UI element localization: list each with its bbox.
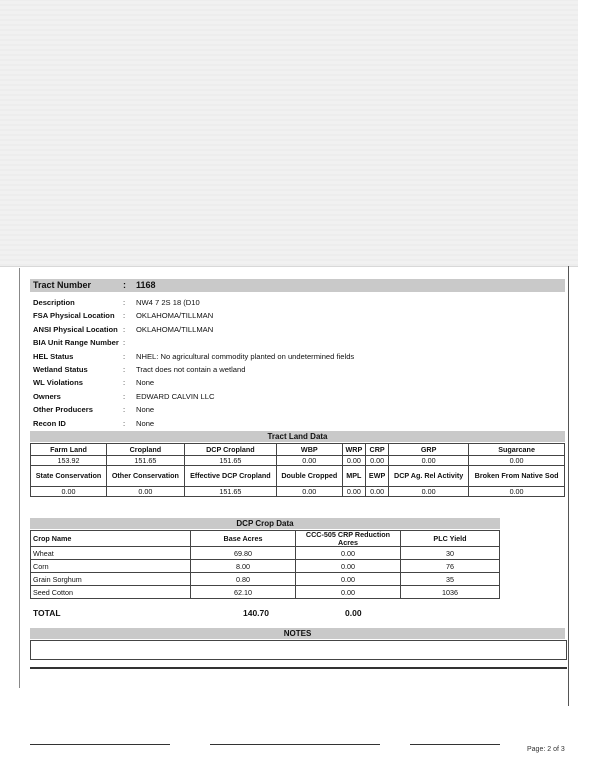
table-header: Sugarcane: [469, 444, 565, 456]
field-recon-id: [33, 417, 563, 430]
table-header: WBP: [276, 444, 342, 456]
table-cell: 0.00: [31, 487, 107, 497]
page-right-edge: [568, 266, 569, 706]
field-ansi-location: [33, 323, 563, 336]
page-left-edge: [19, 268, 20, 688]
table-cell: 62.10: [191, 586, 296, 599]
field-label: WL Violations: [33, 378, 83, 388]
table-row: [31, 573, 500, 586]
table-cell: 0.00: [342, 456, 365, 466]
field-colon: :: [123, 311, 126, 321]
table-header: PLC Yield: [401, 531, 500, 547]
field-wl-violations: [33, 376, 563, 389]
table-cell: 0.00: [342, 487, 365, 497]
tract-number-colon: :: [123, 280, 126, 290]
table-row: [31, 547, 500, 560]
table-cell: Grain Sorghum: [31, 573, 191, 586]
field-value: NHEL: No agricultural commodity planted on undetermined fields: [136, 351, 355, 361]
table-cell: 0.00: [296, 586, 401, 599]
footer-line: [210, 744, 380, 745]
field-value: Tract does not contain a wetland: [136, 364, 246, 374]
table-cell: 0.80: [191, 573, 296, 586]
field-value: OKLAHOMA/TILLMAN: [136, 311, 214, 321]
tract-number-bar: [30, 279, 565, 292]
table-cell: 0.00: [366, 487, 389, 497]
table-header: GRP: [389, 444, 469, 456]
field-bia-unit: [33, 336, 563, 349]
table-header: Base Acres: [191, 531, 296, 547]
table-header: Other Conservation: [107, 466, 185, 487]
table-cell: 0.00: [366, 456, 389, 466]
table-cell: 0.00: [276, 456, 342, 466]
table-cell: 0.00: [469, 456, 565, 466]
table-header: Farm Land: [31, 444, 107, 456]
table-header: Crop Name: [31, 531, 191, 547]
field-colon: :: [123, 391, 126, 401]
table-cell: 8.00: [191, 560, 296, 573]
total-base-acres: 140.70: [243, 608, 269, 618]
field-label: Recon ID: [33, 418, 66, 428]
page-number: Page: 2 of 3: [527, 746, 565, 753]
tract-land-table: [30, 443, 565, 497]
field-wetland-status: [33, 363, 563, 376]
dcp-crop-title: DCP Crop Data: [30, 518, 500, 529]
dcp-header-row: [31, 531, 500, 547]
field-colon: :: [123, 298, 126, 307]
table-cell: 1036: [401, 586, 500, 599]
field-hel-status: [33, 350, 563, 363]
field-colon: :: [123, 418, 126, 428]
table-cell: 151.65: [107, 456, 185, 466]
table-header: EWP: [366, 466, 389, 487]
table-cell: 151.65: [184, 456, 276, 466]
tract-land-title: Tract Land Data: [30, 431, 565, 442]
field-value: None: [136, 418, 155, 428]
table-cell: 0.00: [389, 487, 469, 497]
field-label: FSA Physical Location: [33, 311, 115, 321]
table-cell: 0.00: [296, 573, 401, 586]
table-cell: 30: [401, 547, 500, 560]
field-label: HEL Status: [33, 351, 74, 361]
table-cell: Seed Cotton: [31, 586, 191, 599]
field-label: Owners: [33, 391, 61, 401]
field-colon: :: [123, 338, 126, 348]
dcp-crop-table: [30, 530, 500, 599]
table-row: [31, 560, 500, 573]
tract-land-value-row-2: [31, 487, 565, 497]
tract-fields: [33, 296, 563, 430]
table-cell: 69.80: [191, 547, 296, 560]
field-value: NW4 7 2S 18 (D10: [136, 298, 200, 307]
field-colon: :: [123, 324, 126, 334]
field-fsa-location: [33, 309, 563, 322]
dcp-total-row: [33, 608, 503, 620]
field-label: Description: [33, 298, 75, 307]
divider-line: [30, 667, 567, 669]
field-colon: :: [123, 351, 126, 361]
field-value: EDWARD CALVIN LLC: [136, 391, 215, 401]
table-cell: 0.00: [276, 487, 342, 497]
total-label: TOTAL: [33, 608, 61, 618]
table-header: Effective DCP Cropland: [184, 466, 276, 487]
field-value: OKLAHOMA/TILLMAN: [136, 324, 214, 334]
tract-land-header-row-2: [31, 466, 565, 487]
table-cell: 151.65: [184, 487, 276, 497]
table-row: [31, 586, 500, 599]
field-value: None: [136, 378, 155, 388]
table-header: MPL: [342, 466, 365, 487]
table-header: Cropland: [107, 444, 185, 456]
scan-top-blank-area: [0, 0, 578, 267]
table-cell: Corn: [31, 560, 191, 573]
field-label: ANSI Physical Location: [33, 324, 118, 334]
tract-land-value-row-1: [31, 456, 565, 466]
table-cell: 153.92: [31, 456, 107, 466]
notes-title: NOTES: [30, 628, 565, 639]
table-header: State Conservation: [31, 466, 107, 487]
table-header: Broken From Native Sod: [469, 466, 565, 487]
field-label: Other Producers: [33, 405, 93, 415]
table-cell: 0.00: [469, 487, 565, 497]
table-cell: Wheat: [31, 547, 191, 560]
footer-line: [410, 744, 500, 745]
tract-number-value: 1168: [136, 280, 156, 290]
total-crp-acres: 0.00: [345, 608, 362, 618]
field-label: BIA Unit Range Number: [33, 338, 119, 348]
field-other-producers: [33, 403, 563, 416]
table-header: CCC-505 CRP Reduction Acres: [296, 531, 401, 547]
table-cell: 76: [401, 560, 500, 573]
table-cell: 0.00: [296, 560, 401, 573]
field-colon: :: [123, 405, 126, 415]
field-label: Wetland Status: [33, 364, 88, 374]
table-header: DCP Ag. Rel Activity: [389, 466, 469, 487]
tract-land-header-row-1: [31, 444, 565, 456]
table-header: CRP: [366, 444, 389, 456]
table-header: DCP Cropland: [184, 444, 276, 456]
notes-box: [30, 640, 567, 660]
field-colon: :: [123, 364, 126, 374]
table-header: Double Cropped: [276, 466, 342, 487]
footer-line: [30, 744, 170, 745]
field-owners: [33, 390, 563, 403]
table-cell: 0.00: [107, 487, 185, 497]
field-value: None: [136, 405, 155, 415]
table-cell: 0.00: [389, 456, 469, 466]
table-cell: 35: [401, 573, 500, 586]
table-header: WRP: [342, 444, 365, 456]
field-description: [33, 296, 563, 309]
table-cell: 0.00: [296, 547, 401, 560]
tract-number-label: Tract Number: [33, 280, 92, 290]
field-colon: :: [123, 378, 126, 388]
